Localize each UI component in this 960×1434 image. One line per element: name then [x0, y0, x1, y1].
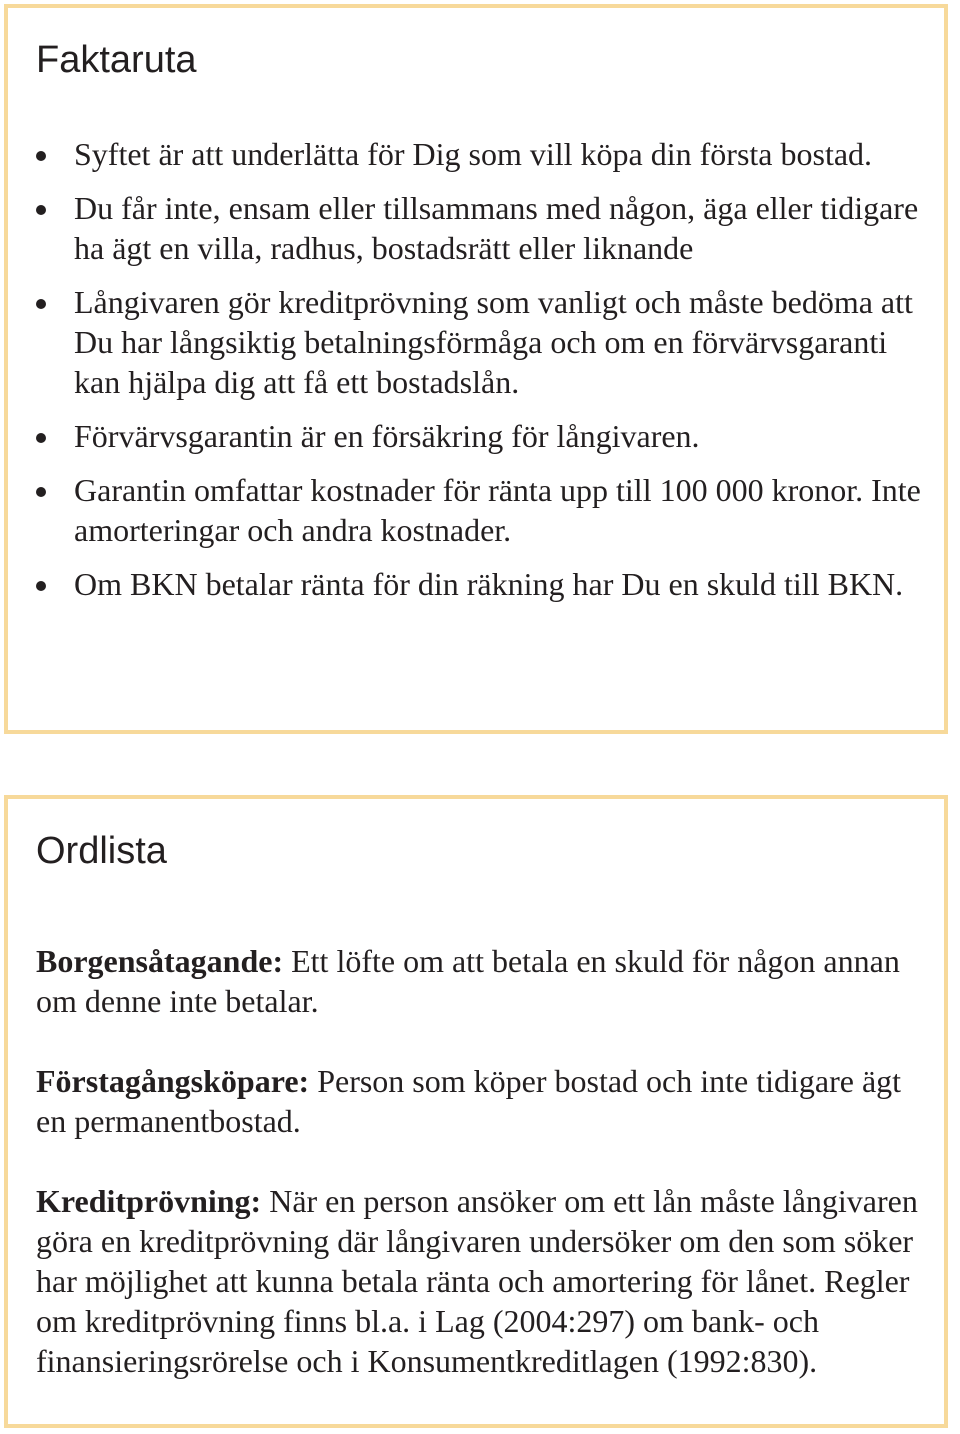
faktaruta-box: [4, 4, 948, 734]
glossary-definition: Person som köper bostad och inte tidigare ägt en permanentbostad.: [36, 1063, 902, 1139]
list-item-text: Förvärvsgarantin är en försäkring för långivaren.: [74, 418, 700, 454]
list-item: [8, 134, 944, 174]
glossary-definition: Ett löfte om att betala en skuld för någon annan om denne inte betalar.: [36, 943, 900, 1019]
bullet-icon: [36, 581, 46, 591]
glossary-definition: När en person ansöker om ett lån måste långivaren göra en kreditprövning där långivaren undersöker om den som söker har möjlighet att kunna betala ränta och amortering för lånet. Regler om kreditprövning finns bl.a. i Lag (2004:297) om bank- och finansieringsrörelse och i Konsumentkreditlagen (1992:830).: [36, 1183, 918, 1379]
bullet-icon: [36, 151, 46, 161]
list-item-text: Syftet är att underlätta för Dig som vill köpa din första bostad.: [74, 136, 873, 172]
bullet-icon: [36, 433, 46, 443]
glossary-entry: [36, 1061, 926, 1141]
glossary-term: Borgensåtagande:: [36, 943, 284, 979]
glossary-list: [36, 909, 926, 1421]
ordlista-box: [4, 795, 948, 1428]
list-item: [8, 416, 944, 456]
list-item: [8, 188, 944, 268]
list-item: [8, 282, 944, 402]
bullet-icon: [36, 487, 46, 497]
list-item-text: Du får inte, ensam eller tillsammans med någon, äga eller tidigare ha ägt en villa, radhus, bostadsrätt eller liknande: [74, 190, 919, 266]
glossary-term: Kreditprövning:: [36, 1183, 262, 1219]
list-item-text: Långivaren gör kreditprövning som vanligt och måste bedöma att Du har långsiktig betalningsförmåga och om en förvärvsgaranti kan hjälpa dig att få ett bostadslån.: [74, 284, 913, 400]
faktaruta-title: Faktaruta: [36, 39, 197, 81]
glossary-term: Förstagångsköpare:: [36, 1063, 310, 1099]
bullet-icon: [36, 299, 46, 309]
ordlista-title: Ordlista: [36, 830, 167, 872]
list-item: [8, 470, 944, 550]
bullet-icon: [36, 205, 46, 215]
glossary-entry: [36, 941, 926, 1021]
list-item: [8, 564, 944, 604]
list-item-text: Garantin omfattar kostnader för ränta upp till 100 000 kronor. Inte amorteringar och andra kostnader.: [74, 472, 921, 548]
glossary-entry: [36, 1181, 926, 1381]
list-item-text: Om BKN betalar ränta för din räkning har Du en skuld till BKN.: [74, 566, 904, 602]
faktaruta-list: [8, 134, 944, 618]
